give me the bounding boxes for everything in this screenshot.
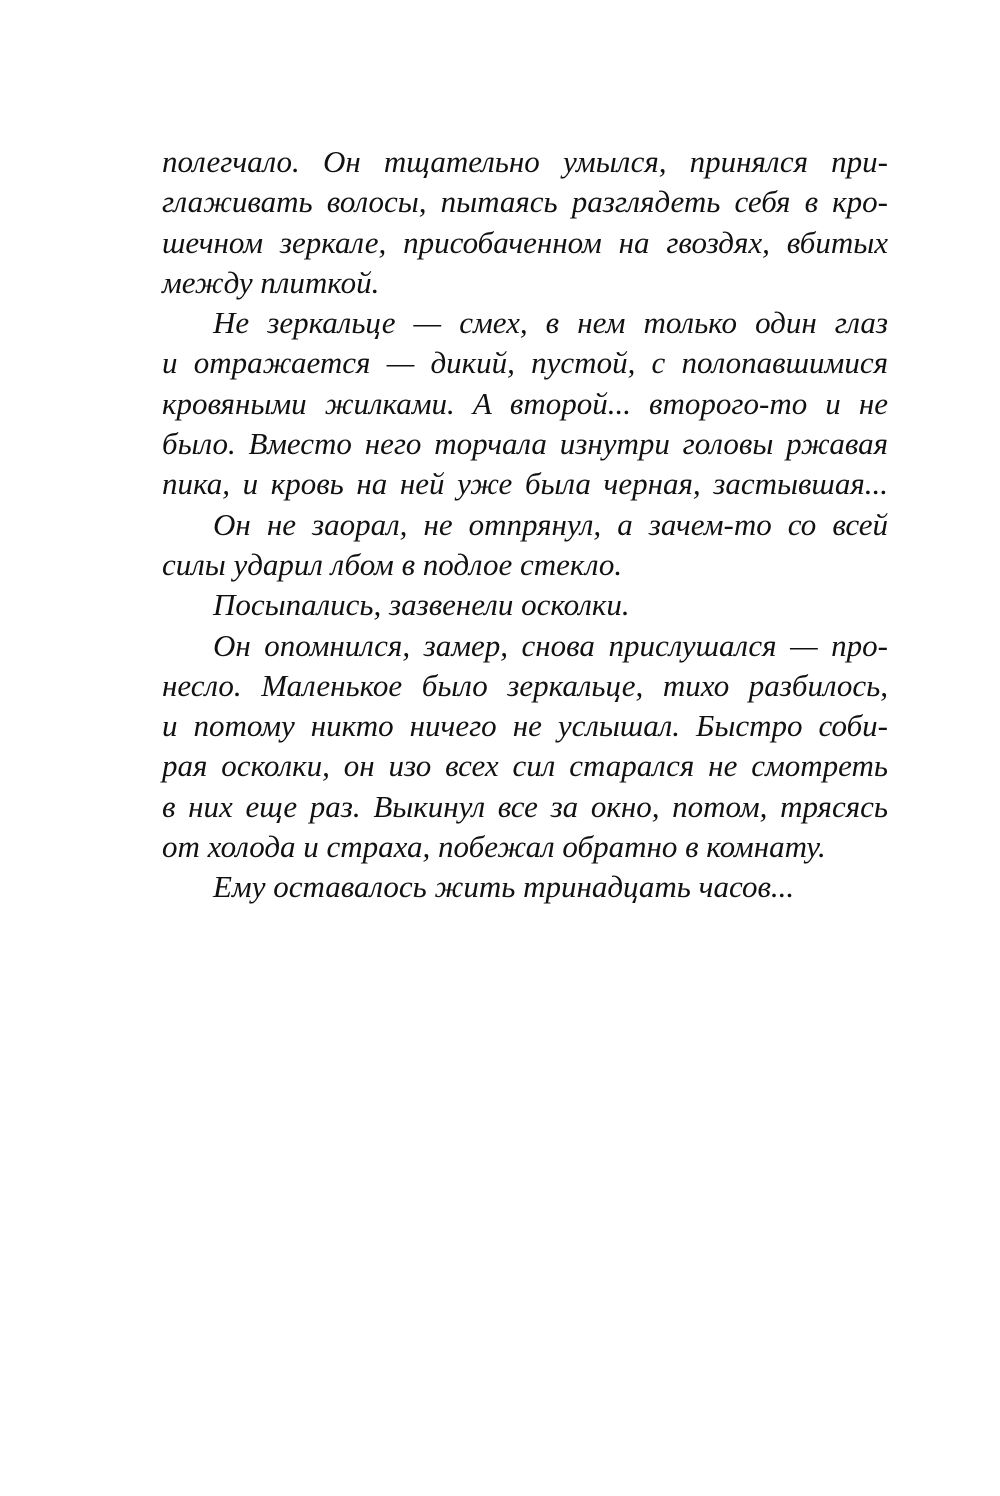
text-line: было. Вместо него торчала изнутри головы ржавая [162,426,888,462]
text-line: рая осколки, он изо всех сил старался не смотреть [162,748,888,784]
text-line: Не зеркальце — смех, в нем только один глаз [213,305,888,341]
book-page-text [162,142,888,908]
text-line: и потому никто ничего не услышал. Быстро соби- [162,708,888,744]
text-line: кровяными жилками. А второй... второго-то и не [162,385,888,421]
text-line: Посыпались, зазвенели осколки. [213,587,630,623]
text-line: Он опомнился, замер, снова прислушался — про- [213,627,888,663]
text-line: Ему оставалось жить тринадцать часов... [213,869,795,905]
text-line: в них еще раз. Выкинул все за окно, потом, трясясь [162,788,888,824]
text-line: силы ударил лбом в подлое стекло. [162,546,623,582]
text-line: Он не заорал, не отпрянул, а зачем-то со всей [213,506,888,542]
text-line: полегчало. Он тщательно умылся, принялся при- [162,144,888,179]
text-line: и отражается — дикий, пустой, с полопавшимися [162,345,888,381]
text-line: от холода и страха, побежал обратно в комнату. [162,829,826,865]
text-line: шечном зеркале, присобаченном на гвоздях, вбитых [162,224,888,260]
text-line: несло. Маленькое было зеркальце, тихо разбилось, [162,667,888,703]
text-line: глаживать волосы, пытаясь разглядеть себя в кро- [162,184,888,220]
text-line: между плиткой. [162,264,380,300]
text-line: пика, и кровь на ней уже была черная, застывшая... [162,466,888,502]
